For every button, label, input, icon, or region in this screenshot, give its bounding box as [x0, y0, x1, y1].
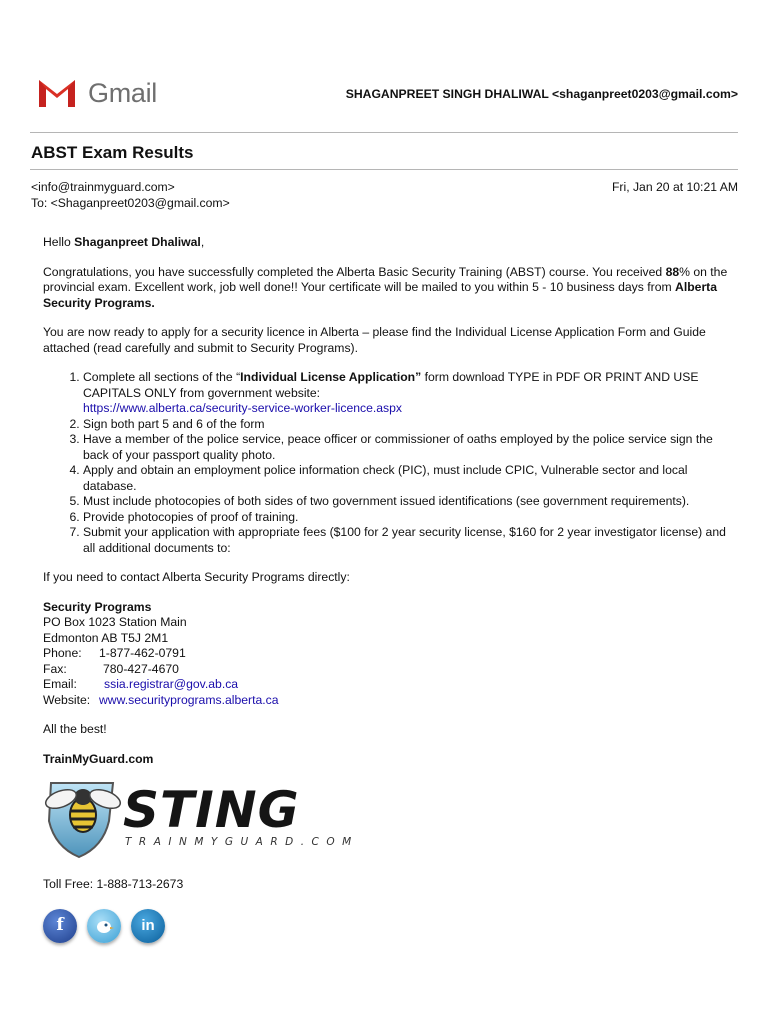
website-link[interactable]: www.securityprograms.alberta.ca	[99, 692, 279, 707]
list-item: 2. Sign both part 5 and 6 of the form	[83, 417, 733, 433]
recipient-address: To: <Shaganpreet0203@gmail.com>	[31, 196, 230, 210]
toll-free: Toll Free: 1-888-713-2673	[43, 877, 184, 891]
gmail-wordmark: Gmail	[88, 77, 158, 108]
list-item: 6. Provide photocopies of proof of training.	[83, 510, 733, 526]
application-steps	[43, 370, 733, 556]
website-row: Website: www.securityprograms.alberta.ca	[43, 692, 279, 707]
sting-wordmark: STING	[123, 781, 300, 839]
gmail-logo	[36, 74, 164, 112]
facebook-icon[interactable]: f	[43, 909, 77, 943]
list-item: 3. Have a member of the police service, peace officer or commissioner of oaths employed by the police service sign the back of your passport quality photo.	[83, 432, 733, 463]
divider	[30, 132, 738, 133]
congrats-paragraph: Congratulations, you have successfully completed the Alberta Basic Security Training (ABST) course. You received 88% on the provincial exam. Excellent work, job well done!! Your certificate will be mailed to you within 5 - 10 business days from Alberta Security Programs.	[43, 264, 728, 310]
hornet-shield-icon	[43, 775, 388, 863]
ready-paragraph: You are now ready to apply for a security licence in Alberta – please find the Individual License Application Form and Guide attached (read carefully and submit to Security Programs).	[43, 325, 706, 355]
print-header	[36, 72, 738, 112]
fax-number: 780-427-4670	[103, 661, 179, 676]
email-date: Fri, Jan 20 at 10:21 AM	[611, 180, 738, 194]
list-item: 5. Must include photocopies of both sides of two government issued identifications (see government requirements).	[83, 494, 733, 510]
contact-intro: If you need to contact Alberta Security Programs directly:	[43, 570, 350, 584]
greeting: Hello Shaganpreet Dhaliwal,	[43, 235, 205, 249]
phone-number: 1-877-462-0791	[99, 646, 186, 660]
recipient-name: Shaganpreet Dhaliwal	[74, 235, 201, 249]
fax-row: Fax: 780-427-4670	[43, 661, 179, 676]
org-name-inline: Alberta Security Programs.	[43, 280, 718, 310]
sender-address: <info@trainmyguard.com>	[31, 180, 175, 194]
email-subject: ABST Exam Results	[31, 143, 194, 162]
list-item: 7. Submit your application with appropriate fees ($100 for 2 year security license, $160 for 2 year investigator license) and all additional documents to:	[83, 525, 733, 556]
linkedin-icon[interactable]: in	[131, 909, 165, 943]
alberta-licence-link[interactable]: https://www.alberta.ca/security-service-worker-licence.aspx	[83, 401, 403, 415]
exam-score: 88	[665, 264, 680, 279]
email-row: Email: ssia.registrar@gov.ab.ca	[43, 677, 239, 691]
address-line: Edmonton AB T5J 2M1	[43, 630, 169, 645]
list-item: 4. Apply and obtain an employment police information check (PIC), must include CPIC, Vulnerable sector and local database.	[83, 463, 733, 494]
divider	[30, 169, 738, 170]
email-body	[43, 235, 733, 943]
address-line: PO Box 1023 Station Main	[43, 615, 187, 629]
account-name: SHAGANPREET SINGH DHALIWAL <shaganpreet0203@gmail.com>	[345, 87, 738, 101]
sting-logo	[43, 775, 733, 863]
sting-subtitle: TRAINMYGUARD.COM	[125, 836, 359, 848]
phone-row: Phone: 1-877-462-0791	[43, 646, 186, 660]
contact-block	[43, 600, 733, 709]
contact-org: Security Programs	[43, 599, 152, 614]
signature: TrainMyGuard.com	[43, 751, 154, 766]
social-links	[43, 909, 733, 943]
twitter-icon[interactable]	[87, 909, 121, 943]
gmail-envelope-icon	[36, 76, 78, 110]
contact-email-link[interactable]: ssia.registrar@gov.ab.ca	[104, 677, 239, 691]
list-item: 1. Complete all sections of the “Individual License Application” form download TYPE in PDF OR PRINT AND USE CAPITALS ONLY from government website: https://www.alberta.ca/security-service-worker-licence.aspx	[83, 370, 733, 417]
closing: All the best!	[43, 722, 107, 736]
